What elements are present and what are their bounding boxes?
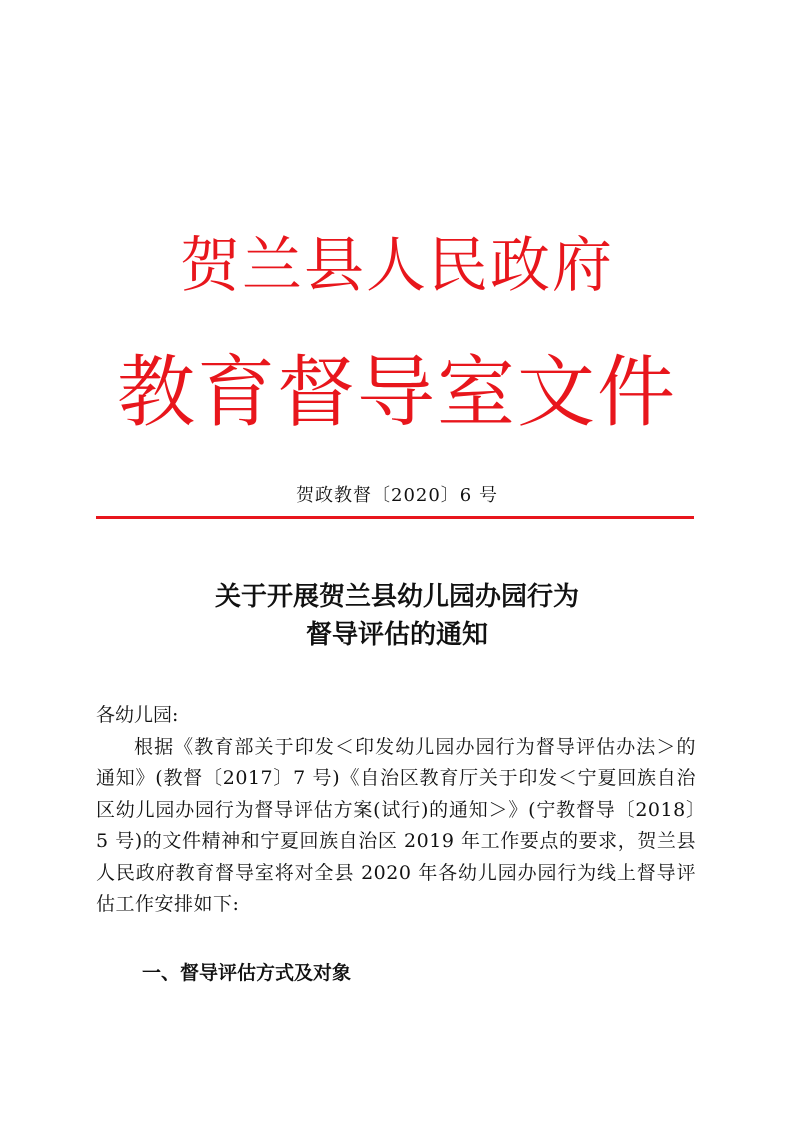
notice-title-line2: 督导评估的通知 — [305, 620, 488, 650]
red-header-rule — [96, 516, 694, 519]
section-heading: 一、督导评估方式及对象 — [142, 962, 352, 984]
salutation: 各幼儿园: — [96, 704, 179, 726]
document-number: 贺政教督〔2020〕6 号 — [296, 485, 498, 506]
notice-title-line1: 关于开展贺兰县幼儿园办园行为 — [214, 582, 579, 612]
issuing-authority-line2: 教育督导室文件 — [116, 348, 677, 438]
document-body — [96, 700, 696, 921]
body-paragraph: 根据《教育部关于印发＜印发幼儿园办园行为督导评估办法＞的通知》(教督〔2017〕7 号)《自治区教育厅关于印发＜宁夏回族自治区幼儿园办园行为督导评估方案(试行)的通知＞》(宁教督导〔2018〕5 号)的文件精神和宁夏回族自治区 2019 年工作要点的要求，贺兰县人民政府教育督导室将对全县 2020 年各幼儿园办园行为线上督导评估工作安排如下: — [96, 735, 696, 915]
issuing-authority-line1: 贺兰县人民政府 — [180, 231, 614, 301]
